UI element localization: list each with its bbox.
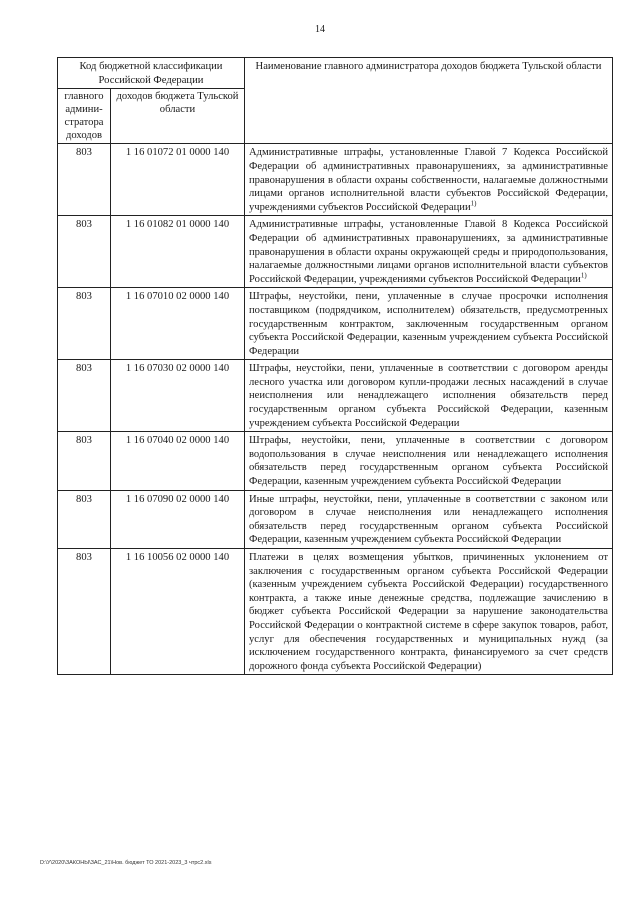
description-text: Иные штрафы, неустойки, пени, уплаченные в соответствии с законом или договором в случае неисполнения или ненадлежащего исполнения обязательств перед государственным органом субъекта Российской Федерации, казенным учреждением субъекта Российской Федерации: [249, 493, 608, 546]
income-column-header: доходов бюджета Тульской области: [111, 89, 245, 144]
table-body: [58, 144, 613, 675]
description-cell: [245, 490, 613, 548]
description-text: Административные штрафы, установленные Главой 8 Кодекса Российской Федерации об административных правонарушениях, за административные правонарушения в области охраны окружающей среды и природопользования, налагаемые должностными лицами органов исполнительной власти субъектов Российской Федерации, учреждениями субъектов Российской Федерации: [249, 219, 608, 285]
description-cell: [245, 549, 613, 675]
budget-classification-table: [57, 57, 613, 675]
admin-code-cell: 803: [58, 288, 111, 360]
footnote-marker: 1): [580, 271, 587, 280]
income-code-cell: 1 16 07030 02 0000 140: [111, 360, 245, 432]
table-row: [58, 490, 613, 548]
income-code-cell: 1 16 10056 02 0000 140: [111, 549, 245, 675]
table-header-row: [58, 58, 613, 89]
description-text: Административные штрафы, установленные Главой 7 Кодекса Российской Федерации об административных правонарушениях, за административные правонарушения в области охраны собственности, налагаемые должностными лицами органов исполнительной власти субъектов Российской Федерации, учреждениями субъектов Российской Федерации: [249, 147, 608, 213]
income-code-cell: 1 16 07090 02 0000 140: [111, 490, 245, 548]
footnote-marker: 1): [470, 199, 477, 208]
description-text: Штрафы, неустойки, пени, уплаченные в соответствии с договором аренды лесного участка или договором купли-продажи лесных насаждений в случае неисполнения или ненадлежащего исполнения обязательств перед государственным органом субъекта Российской Федерации, казенным учреждением субъекта Российской Федерации: [249, 363, 608, 429]
income-code-cell: 1 16 07010 02 0000 140: [111, 288, 245, 360]
admin-code-cell: 803: [58, 490, 111, 548]
table-row: [58, 549, 613, 675]
admin-code-cell: 803: [58, 360, 111, 432]
page-number: 14: [315, 24, 325, 35]
admin-code-cell: 803: [58, 144, 111, 216]
table-row: [58, 144, 613, 216]
table-row: [58, 432, 613, 490]
description-cell: [245, 432, 613, 490]
income-code-cell: 1 16 01082 01 0000 140: [111, 216, 245, 288]
description-cell: [245, 216, 613, 288]
description-text: Штрафы, неустойки, пени, уплаченные в соответствии с договором водопользования в случае неисполнения или ненадлежащего исполнения обязательств перед государственным органом субъекта Российской Федерации, казенным учреждением субъекта Российской Федерации: [249, 435, 608, 488]
table-row: [58, 216, 613, 288]
code-group-header: Код бюджетной классификации Российской Федерации: [58, 58, 245, 89]
description-text: Штрафы, неустойки, пени, уплаченные в случае просрочки исполнения поставщиком (подрядчиком, исполнителем) обязательств, предусмотренных государственным контрактом, заключенным государственным органом субъекта Российской Федерации, казенным учреждением субъекта Российской Федерации: [249, 291, 608, 357]
description-cell: [245, 144, 613, 216]
table-row: [58, 288, 613, 360]
name-column-header: Наименование главного администратора доходов бюджета Тульской области: [245, 58, 613, 144]
admin-code-cell: 803: [58, 216, 111, 288]
income-code-cell: 1 16 01072 01 0000 140: [111, 144, 245, 216]
description-cell: [245, 288, 613, 360]
file-path-footer: D:\У\2020\ЗАКОНЫ\ЗАС_21\Нов. бюджет ТО 2021-2023_3 чтрс2.xls: [40, 860, 212, 866]
admin-column-header: главного админи-стратора доходов: [58, 89, 111, 144]
description-text: Платежи в целях возмещения убытков, причиненных уклонением от заключения с государственным органом субъекта Российской Федерации (казенным учреждением субъекта Российской Федерации) государственного контракта, а также иные денежные средства, подлежащие зачислению в бюджет субъекта Российской Федерации за нарушение законодательства Российской Федерации о контрактной системе в сфере закупок товаров, работ, услуг для обеспечения государственных и муниципальных нужд (за исключением государственного контракта, финансируемого за счет средств дорожного фонда субъекта Российской Федерации): [249, 552, 608, 672]
income-code-cell: 1 16 07040 02 0000 140: [111, 432, 245, 490]
admin-code-cell: 803: [58, 549, 111, 675]
description-cell: [245, 360, 613, 432]
admin-code-cell: 803: [58, 432, 111, 490]
table-row: [58, 360, 613, 432]
